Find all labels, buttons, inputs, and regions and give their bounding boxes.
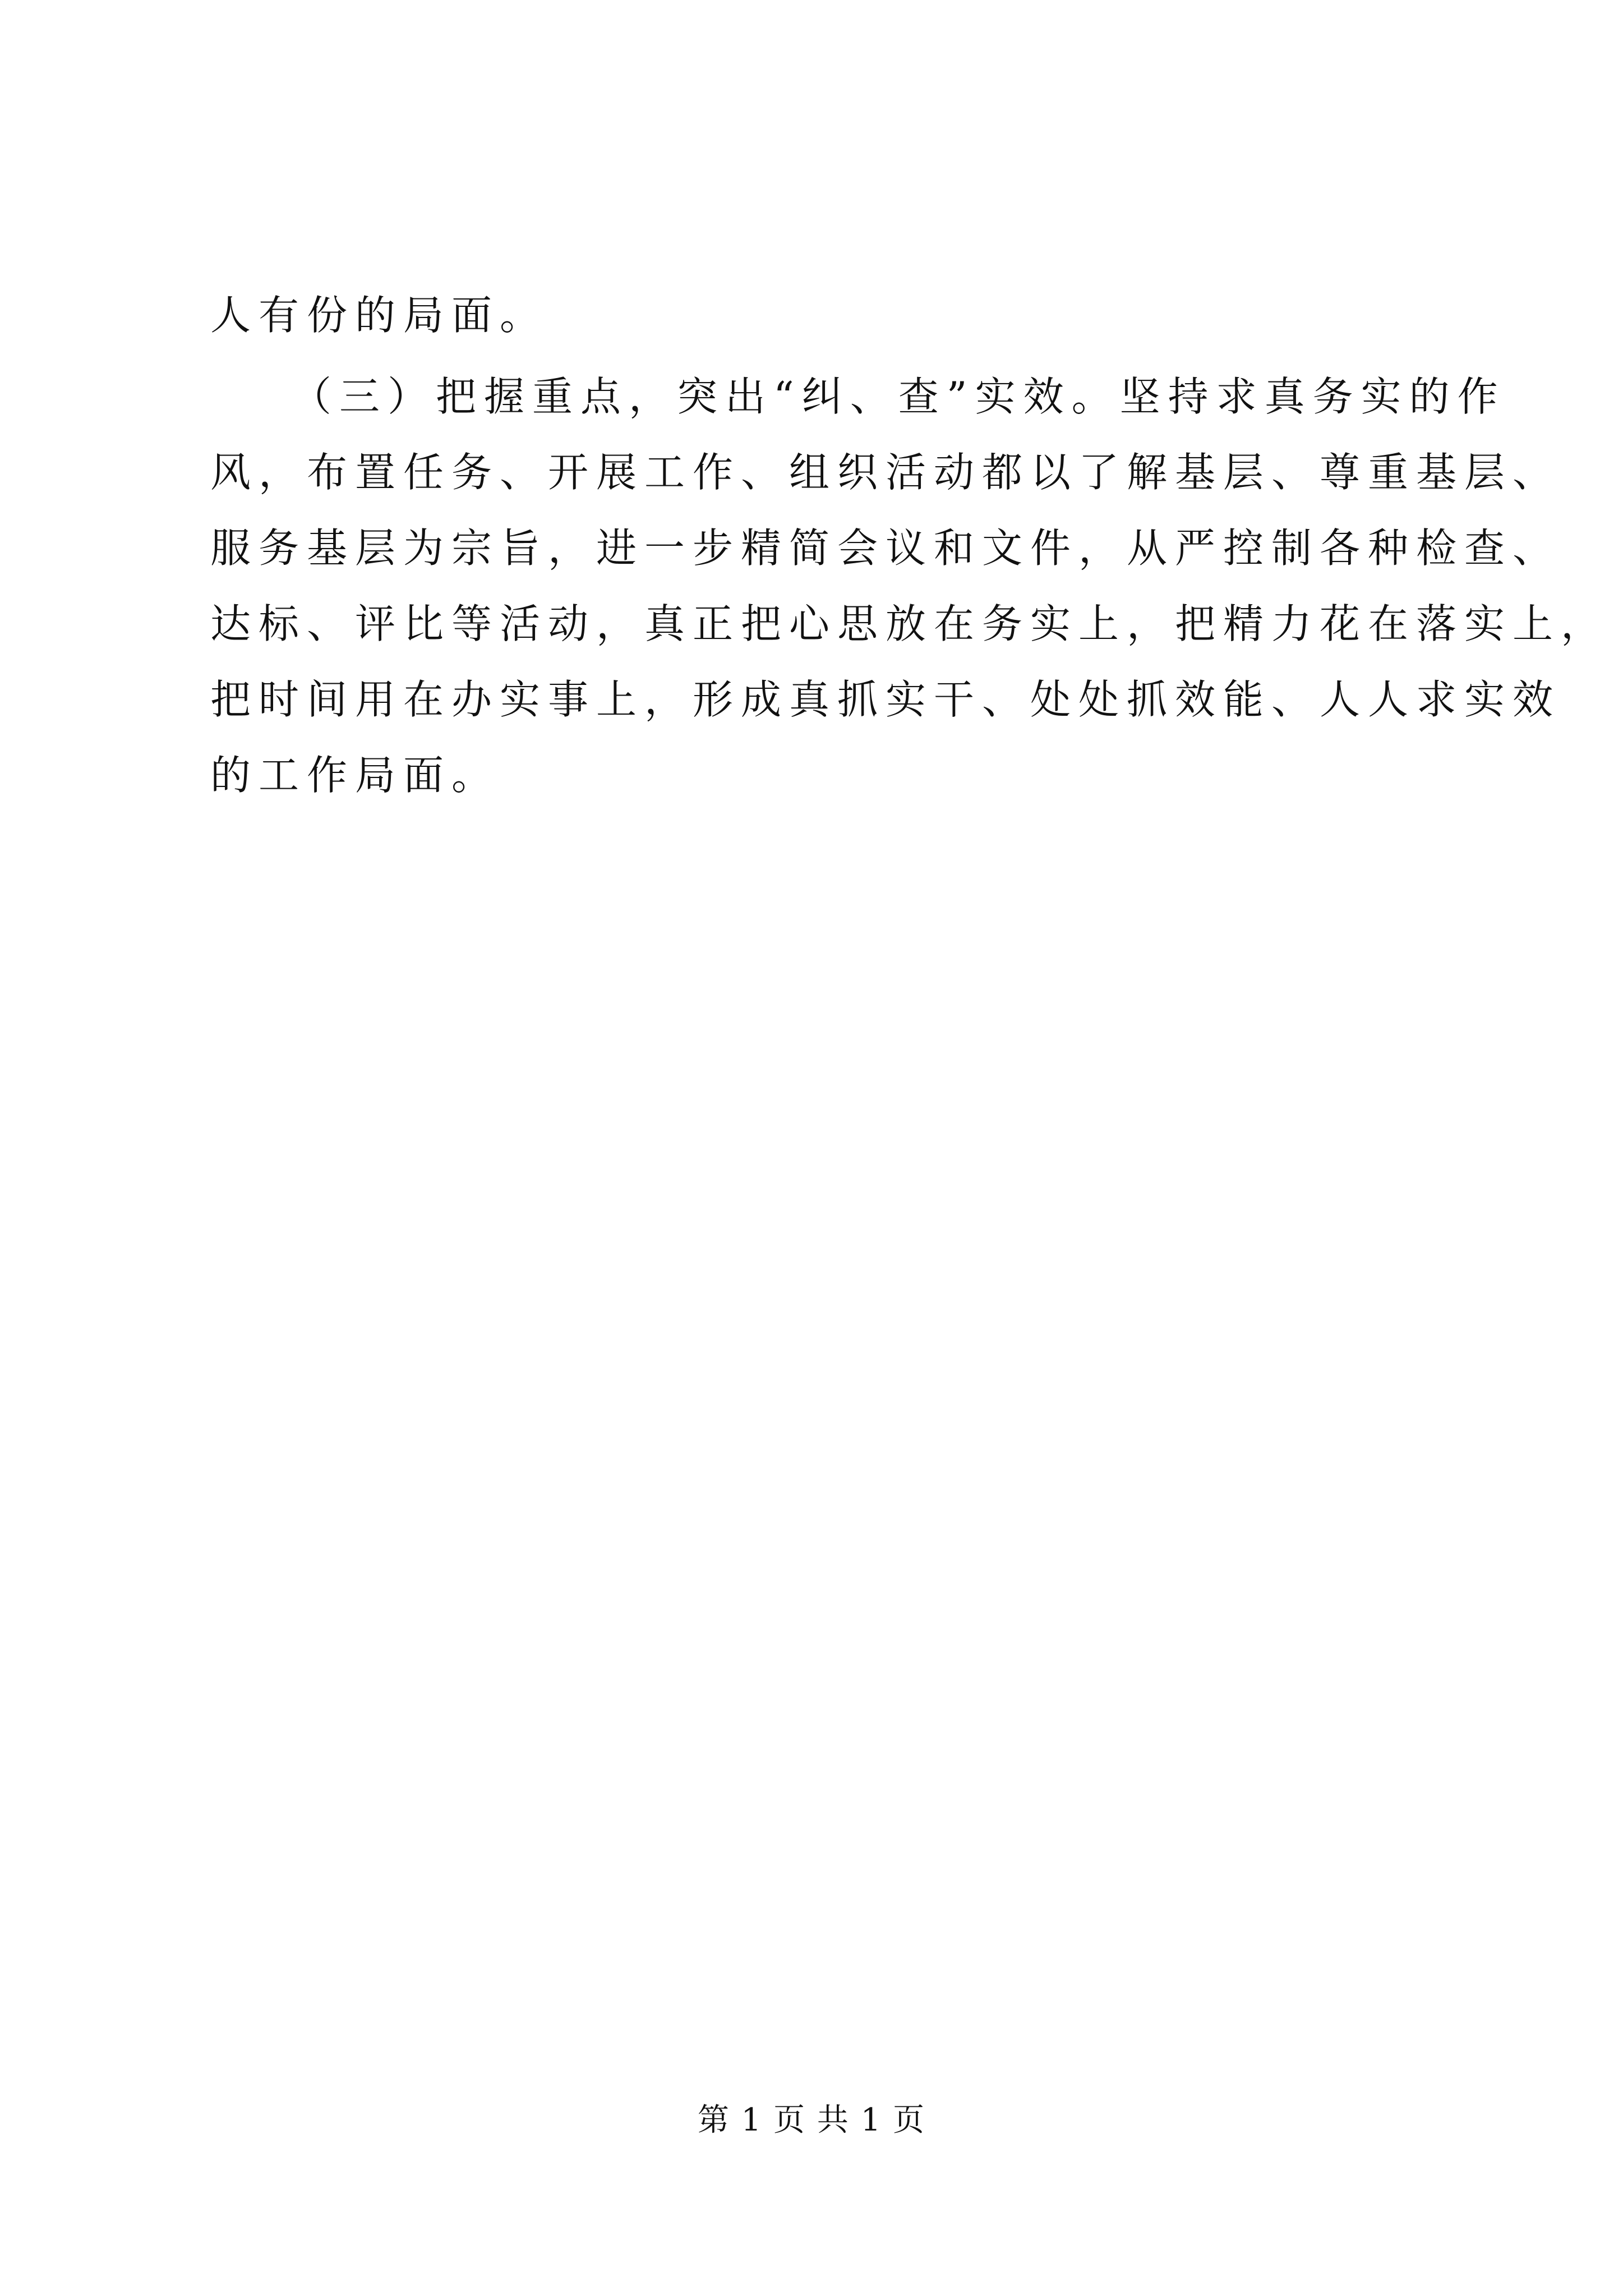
paragraph-line: 服务基层为宗旨，进一步精简会议和文件，从严控制各种检查、 (210, 524, 1561, 572)
paragraph-line: 把时间用在办实事上，形成真抓实干、处处抓效能、人人求实效 (210, 676, 1561, 723)
paragraph-line: 人有份的局面。 (210, 292, 548, 339)
document-body (210, 278, 1610, 813)
paragraph-line: （三）把握重点，突出“纠、查”实效。坚持求真务实的作 (291, 373, 1506, 420)
paragraph-line: 的工作局面。 (210, 752, 500, 799)
paragraph-line: 达标、评比等活动，真正把心思放在务实上，把精力花在落实上， (210, 600, 1610, 647)
page-number-footer: 第 1 页 共 1 页 (697, 2102, 926, 2138)
paragraph-line: 风，布置任务、开展工作、组织活动都以了解基层、尊重基层、 (210, 449, 1561, 496)
